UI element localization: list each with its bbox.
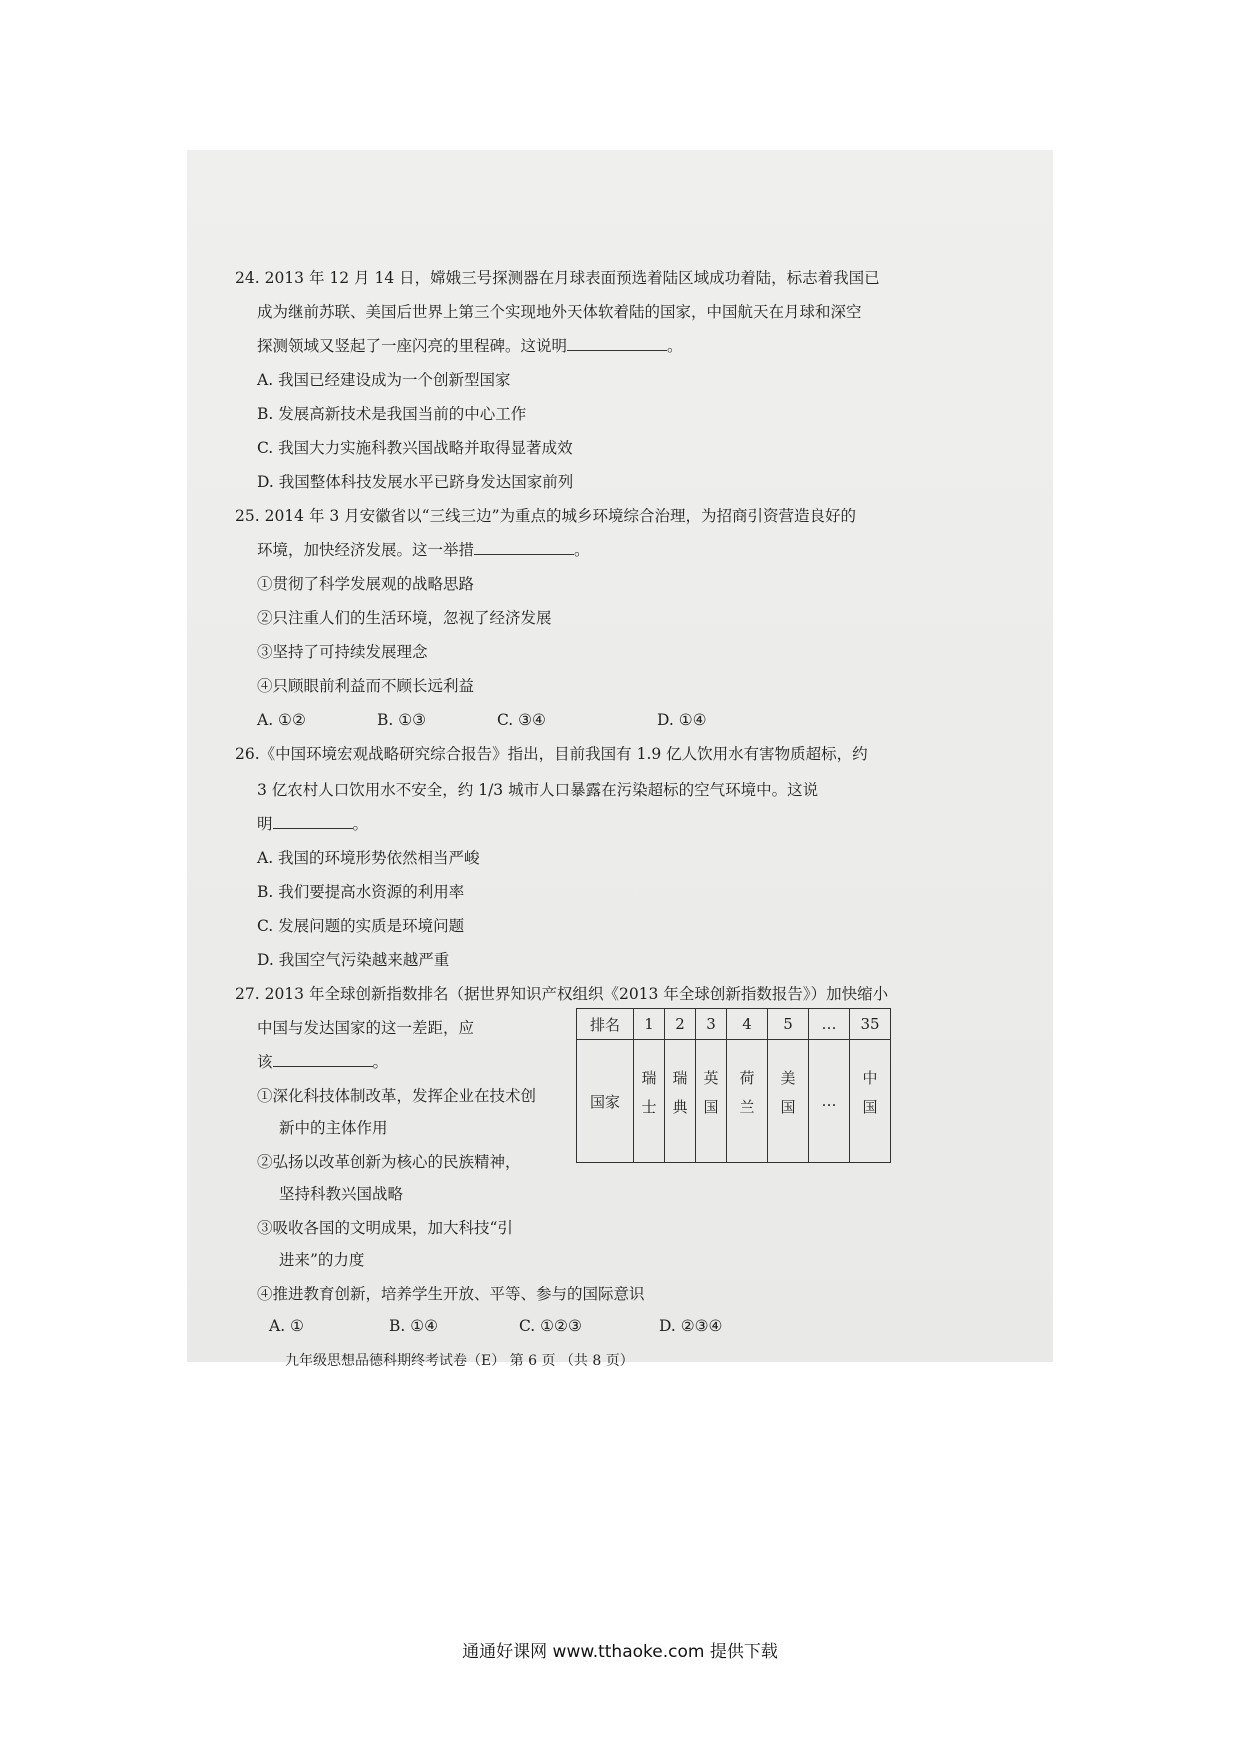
q27-statement-1-cont: 新中的主体作用: [279, 1119, 388, 1137]
table-header-rank: 排名: [577, 1009, 634, 1040]
table-header-country: 国家: [577, 1040, 634, 1163]
q24-option-c: C. 我国大力实施科教兴国战略并取得显著成效: [257, 439, 573, 457]
q27-stem-end: 。: [372, 1053, 389, 1071]
rank-cell: …: [809, 1009, 850, 1040]
q26-stem-line-2: 3 亿农村人口饮用水不安全，约 1/3 城市人口暴露在污染超标的空气环境中。这说: [257, 781, 819, 799]
country-name: 美国: [778, 1070, 797, 1128]
q25-option-b: B. ①③: [377, 711, 427, 729]
q26-stem-text: 明: [257, 815, 273, 833]
country-name: …: [821, 1092, 837, 1110]
q24-stem-line-3: [257, 336, 683, 356]
q24-option-a: A. 我国已经建设成为一个创新型国家: [257, 371, 511, 389]
q27-statement-1: ①深化科技体制改革，发挥企业在技术创: [257, 1087, 537, 1105]
q26-option-a: A. 我国的环境形势依然相当严峻: [257, 849, 480, 867]
download-credit: 通通好课网 www.tthaoke.com 提供下载: [462, 1642, 778, 1662]
answer-blank: [567, 336, 667, 351]
q27-option-c: C. ①②③: [519, 1317, 582, 1335]
q25-option-d: D. ①④: [657, 711, 707, 729]
rank-cell: 5: [768, 1009, 809, 1040]
q26-option-b: B. 我们要提高水资源的利用率: [257, 883, 465, 901]
q27-stem-line-1: 27. 2013 年全球创新指数排名（据世界知识产权组织《2013 年全球创新指数报告》）加快缩小: [235, 985, 889, 1003]
answer-blank: [273, 1052, 373, 1067]
q25-stem-line-1: 25. 2014 年 3 月安徽省以“三线三边”为重点的城乡环境综合治理，为招商引资营造良好的: [235, 507, 857, 525]
table-row-rank: [577, 1009, 891, 1040]
rank-cell: 2: [665, 1009, 696, 1040]
q27-statement-3: ③吸收各国的文明成果，加大科技“引: [257, 1219, 513, 1237]
country-name: 荷兰: [737, 1070, 756, 1128]
q27-stem-line-2: 中国与发达国家的这一差距，应: [257, 1019, 475, 1037]
q27-option-b: B. ①④: [389, 1317, 439, 1335]
q27-stem-line-3: [257, 1052, 388, 1072]
q24-stem-line-1: 24. 2013 年 12 月 14 日，嫦娥三号探测器在月球表面预选着陆区域成功着陆，标志着我国已: [235, 269, 880, 287]
table-row-country: [577, 1040, 891, 1163]
q25-stem-end: 。: [574, 541, 590, 559]
scanned-exam-page: [187, 150, 1053, 1369]
q27-statement-3-cont: 进来”的力度: [279, 1251, 365, 1269]
q24-stem-line-2: 成为继前苏联、美国后世界上第三个实现地外天体软着陆的国家，中国航天在月球和深空: [257, 303, 862, 321]
page-footer: 九年级思想品德科期终考试卷（E） 第 6 页 （共 8 页）: [285, 1353, 634, 1369]
answer-blank: [474, 540, 574, 555]
country-name: 瑞典: [670, 1070, 689, 1128]
q27-statement-2-cont: 坚持科教兴国战略: [279, 1185, 404, 1203]
q27-option-d: D. ②③④: [659, 1317, 723, 1335]
answer-blank: [273, 814, 353, 829]
country-name: 瑞士: [639, 1070, 658, 1128]
q27-stem-text: 该: [257, 1053, 273, 1071]
rank-cell: 1: [634, 1009, 665, 1040]
rank-cell: 3: [696, 1009, 727, 1040]
q25-stem-text: 环境，加快经济发展。这一举措: [257, 541, 475, 559]
country-cell: [696, 1040, 727, 1163]
q27-statement-2: ②弘扬以改革创新为核心的民族精神，: [257, 1153, 521, 1171]
country-cell: [809, 1040, 850, 1163]
q25-statement-3: ③坚持了可持续发展理念: [257, 643, 428, 661]
q25-statement-2: ②只注重人们的生活环境，忽视了经济发展: [257, 609, 552, 627]
q26-option-c: C. 发展问题的实质是环境问题: [257, 917, 465, 935]
country-cell: [634, 1040, 665, 1163]
q24-option-b: B. 发展高新技术是我国当前的中心工作: [257, 405, 527, 423]
rank-cell: 4: [727, 1009, 768, 1040]
q24-stem-text: 探测领域又竖起了一座闪亮的里程碑。这说明: [257, 337, 568, 355]
country-cell: [768, 1040, 809, 1163]
country-name: 中国: [860, 1070, 879, 1128]
q26-option-d: D. 我国空气污染越来越严重: [257, 951, 450, 969]
q25-option-a: A. ①②: [257, 711, 306, 729]
country-cell: [850, 1040, 891, 1163]
country-cell: [727, 1040, 768, 1163]
country-cell: [665, 1040, 696, 1163]
q25-statement-4: ④只顾眼前利益而不顾长远利益: [257, 677, 475, 695]
q26-stem-end: 。: [352, 815, 369, 833]
q24-option-d: D. 我国整体科技发展水平已跻身发达国家前列: [257, 473, 574, 491]
country-name: 英国: [701, 1070, 720, 1128]
q25-stem-line-2: [257, 540, 590, 560]
innovation-ranking-table: [576, 1008, 891, 1163]
q27-statement-4: ④推进教育创新，培养学生开放、平等、参与的国际意识: [257, 1285, 645, 1303]
q27-option-a: A. ①: [269, 1317, 304, 1335]
q26-stem-line-3: [257, 814, 368, 834]
q25-statement-1: ①贯彻了科学发展观的战略思路: [257, 575, 475, 593]
q25-option-c: C. ③④: [497, 711, 546, 729]
q24-stem-end: 。: [667, 337, 683, 355]
q26-stem-line-1: 26.《中国环境宏观战略研究综合报告》指出，目前我国有 1.9 亿人饮用水有害物质超标，约: [235, 745, 868, 763]
rank-cell: 35: [850, 1009, 891, 1040]
